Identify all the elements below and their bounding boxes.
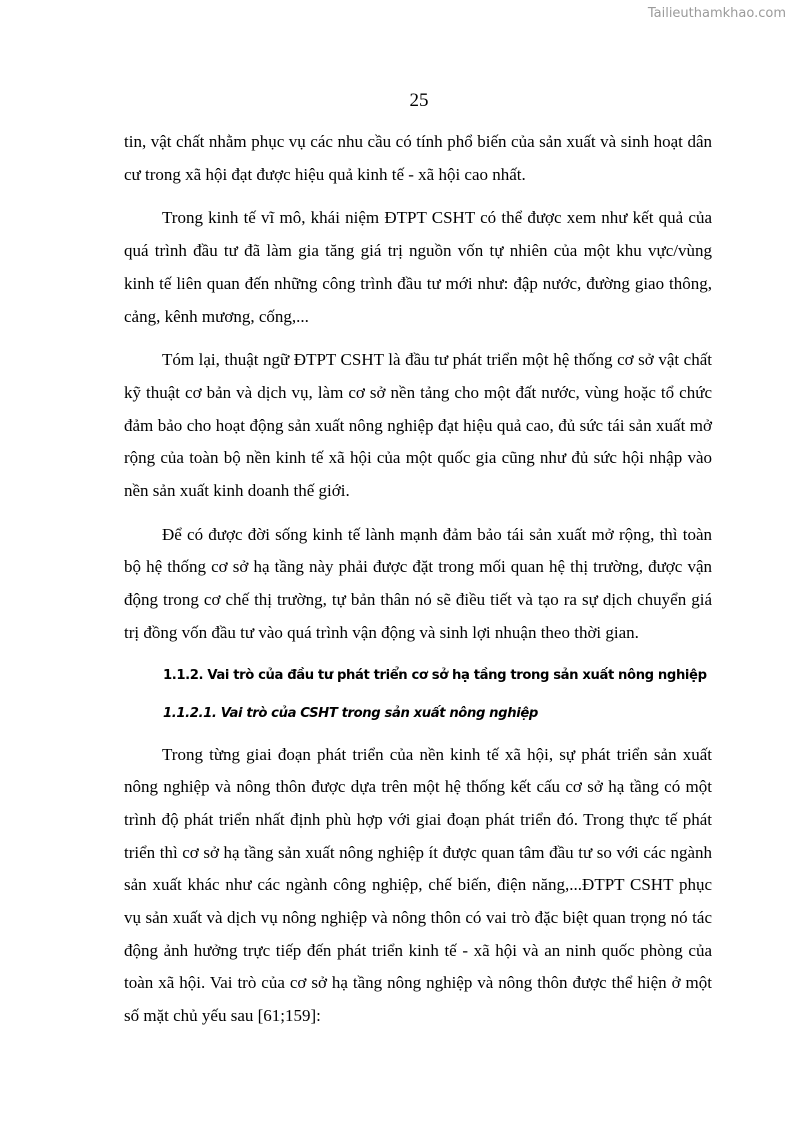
document-body [124, 126, 712, 1044]
page-number: 25 [409, 90, 429, 111]
paragraph-summary: Tóm lại, thuật ngữ ĐTPT CSHT là đầu tư phát triển một hệ thống cơ sở vật chất kỹ thuật cơ bản và dịch vụ, làm cơ sở nền tảng cho một đất nước, vùng hoặc tổ chức đảm bảo cho hoạt động sản xuất nông nghiệp đạt hiệu quả cao, đủ sức tái sản xuất mở rộng của toàn bộ nền kinh tế xã hội của một quốc gia cũng như đủ sức hội nhập vào nền sản xuất kinh doanh thế giới. [124, 350, 712, 501]
paragraph-market: Để có được đời sống kinh tế lành mạnh đảm bảo tái sản xuất mở rộng, thì toàn bộ hệ thống cơ sở hạ tầng này phải được đặt trong mối quan hệ thị trường, được vận động trong cơ chế thị trường, tự bản thân nó sẽ điều tiết và tạo ra sự dịch chuyển giá trị đồng vốn đầu tư vào quá trình vận động và sinh lợi nhuận theo thời gian. [124, 524, 712, 642]
subsection-heading: 1.1.2.1. Vai trò của CSHT trong sản xuất nông nghiệp [163, 705, 538, 721]
paragraph-role: Trong từng giai đoạn phát triển của nền kinh tế xã hội, sự phát triển sản xuất nông nghiệp và nông thôn được dựa trên một hệ thống kết cấu cơ sở hạ tầng có một trình độ phát triển nhất định phù hợp với giai đoạn phát triển đó. Trong thực tế phát triển thì cơ sở hạ tầng sản xuất nông nghiệp ít được quan tâm đầu tư so với các ngành sản xuất khác như các ngành công nghiệp, chế biến, điện năng,...ĐTPT CSHT phục vụ sản xuất và dịch vụ nông nghiệp và nông thôn có vai trò đặc biệt quan trọng nó tác động ảnh hưởng trực tiếp đến phát triển kinh tế - xã hội và an ninh quốc phòng của toàn xã hội. Vai trò của cơ sở hạ tầng nông nghiệp và nông thôn được thể hiện ở một số mặt chủ yếu sau [61;159]: [124, 744, 712, 1026]
watermark: Tailieuthamkhao.com [647, 6, 786, 21]
section-heading: 1.1.2. Vai trò của đầu tư phát triển cơ sở hạ tầng trong sản xuất nông nghiệp [163, 667, 707, 683]
paragraph-continuation: tin, vật chất nhằm phục vụ các nhu cầu có tính phổ biến của sản xuất và sinh hoạt dân cư trong xã hội đạt được hiệu quả kinh tế - xã hội cao nhất. [124, 132, 712, 184]
paragraph-macro-definition: Trong kinh tế vĩ mô, khái niệm ĐTPT CSHT có thể được xem như kết quả của quá trình đầu tư đã làm gia tăng giá trị nguồn vốn tự nhiên của một khu vực/vùng kinh tế liên quan đến những công trình đầu tư mới như: đập nước, đường giao thông, cảng, kênh mương, cống,... [124, 208, 712, 326]
